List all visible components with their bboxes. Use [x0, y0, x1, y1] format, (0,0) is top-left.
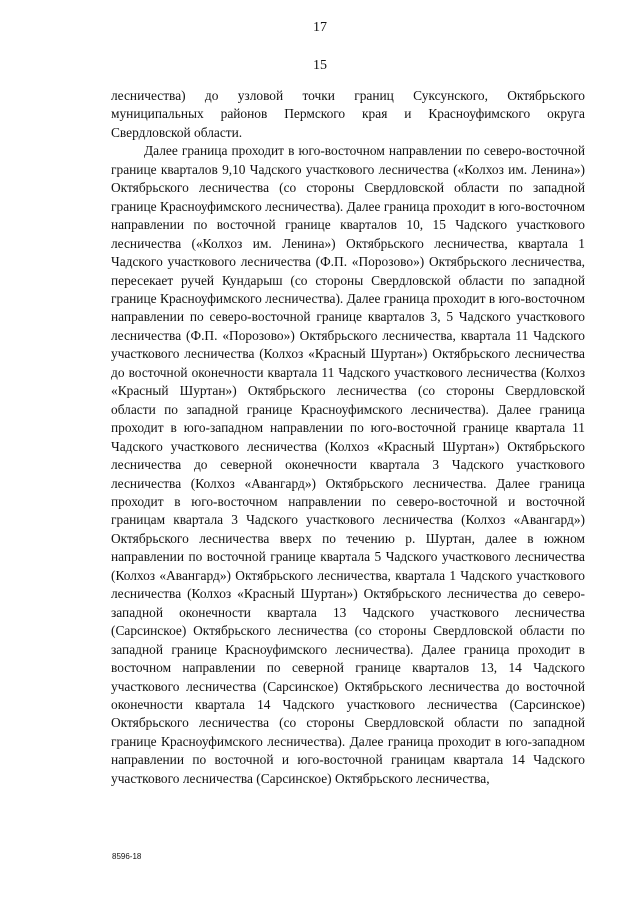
paragraph-continuation: лесничества) до узловой точки границ Суксунского, Октябрьского муниципальных районов Пермского края и Красноуфимского округа Свердловской области.: [111, 88, 585, 140]
page-number-outer: 17: [313, 20, 327, 35]
paragraph-boundary-description: Далее граница проходит в юго-восточном направлении по северо-восточной границе кварталов 9,10 Чадского участкового лесничества («Колхоз им. Ленина») Октябрьского лесничества (со стороны Свердловской области по западной границе Красноуфимского лесничества). Далее граница проходит в юго-восточном направлении по восточной границе кварталов 10, 15 Чадского участкового лесничества («Колхоз им. Ленина») Октябрьского лесничества, квартала 1 Чадского участкового лесничества (Ф.П. «Порозово») Октябрьского лесничества, пересекает ручей Кундарыш (со стороны Свердловской области по западной границе Красноуфимского лесничества). Далее граница проходит в юго-восточном направлении по северо-восточной границе кварталов 3, 5 Чадского участкового лесничества (Ф.П. «Порозово») Октябрьского лесничества, квартала 11 Чадского участкового лесничества (Колхоз «Красный Шуртан») Октябрьского лесничества до восточной оконечности квартала 11 Чадского участкового лесничества (Колхоз «Красный Шуртан») Октябрьского лесничества (со стороны Свердловской области по западной границе Красноуфимского лесничества). Далее граница проходит в юго-западном направлении по юго-восточной границе квартала 11 Чадского участкового лесничества (Колхоз «Красный Шуртан») Октябрьского лесничества до северной оконечности квартала 3 Чадского участкового лесничества (Колхоз «Авангард») Октябрьского лесничества. Далее граница проходит в юго-восточном направлении по северо-восточной и восточной границам квартала 3 Чадского участкового лесничества (Колхоз «Авангард») Октябрьского лесничества вверх по течению р. Шуртан, далее в южном направлении по восточной границе квартала 5 Чадского участкового лесничества (Колхоз «Авангард») Октябрьского лесничества, квартала 1 Чадского участкового лесничества (Колхоз «Красный Шуртан») Октябрьского лесничества до северо-западной оконечности квартала 13 Чадского участкового лесничества (Сарсинское) Октябрьского лесничества (со стороны Свердловской области по западной границе Красноуфимского лесничества). Далее граница проходит в восточном направлении по северной границе кварталов 13, 14 Чадского участкового лесничества (Сарсинское) Октябрьского лесничества до восточной оконечности квартала 14 Чадского участкового лесничества (Сарсинское) Октябрьского лесничества (со стороны Свердловской области по западной границе Красноуфимского лесничества). Далее граница проходит в юго-западном направлении по восточной и юго-восточной границам квартала 14 Чадского участкового лесничества (Сарсинское) Октябрьского лесничества,: [111, 143, 585, 786]
document-body: [111, 87, 585, 788]
footer-document-code: 8596-18: [112, 852, 142, 861]
page-number-inner: 15: [313, 58, 327, 73]
